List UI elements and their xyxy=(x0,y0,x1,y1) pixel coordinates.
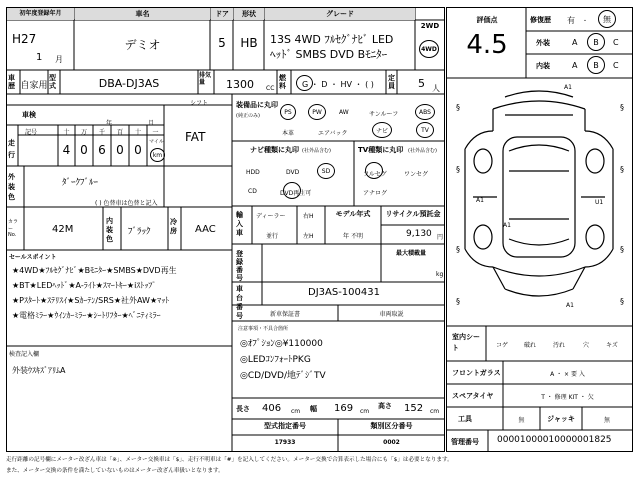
model-year: 年 不明 xyxy=(343,233,363,240)
selling-label: セールスポイント xyxy=(9,254,57,261)
manual-label: 車両取説 xyxy=(379,311,404,318)
selling-line: ★Pｽﾀｰﾄ★ｽﾃﾘｽｲ★Sｶｰﾃﾝ/SRS★社外AW★ﾏｯﾄ xyxy=(12,296,170,305)
length-label: 長さ xyxy=(236,405,250,413)
side-mark: § xyxy=(620,103,624,112)
odo-label: 走行 xyxy=(8,139,15,159)
digit-header: 十 xyxy=(63,129,70,136)
class-label: 類別区分番号 xyxy=(370,422,413,430)
cc-unit: CC xyxy=(266,85,275,92)
class-value: 0002 xyxy=(383,439,400,446)
sheet-item: 穴 xyxy=(583,342,590,349)
footer-line1: 走行距離の記号欄にメーター改ざん車は「※」、メーター交換車は「$」、走行不明車は「#」を記入してください。メーター交換で合算表示した場合にも「$」は必要となります。 xyxy=(6,457,453,463)
tire-value: T ・ 修理 KIT ・ 欠 xyxy=(541,394,594,401)
equip-sunroof: サンルーフ xyxy=(369,111,399,118)
reg-year: H27 xyxy=(12,32,37,46)
selling-line: ★BT★LEDﾍｯﾄﾞ★A-ﾗｲﾄ★ｽﾏｰﾄｷｰ★iｽﾄｯﾌﾟ xyxy=(12,281,157,290)
nav-dvd: DVD xyxy=(286,169,300,176)
notes-line: ◎CD/DVD/地ﾃﾞｼﾞTV xyxy=(240,371,326,381)
use-label: 車歴 xyxy=(8,74,15,90)
score-value: 4.5 xyxy=(466,30,508,60)
damage-a1-rear: A1 xyxy=(566,302,574,309)
tv-sub: (社外品含む) xyxy=(408,148,437,154)
width-label: 幅 xyxy=(310,405,317,413)
car-damage-diagram xyxy=(447,79,632,325)
grade-line1: 13S 4WD ﾌﾙｾｸﾞﾅﾋﾞ LED xyxy=(270,33,394,46)
inspection-year: 年 xyxy=(106,120,113,127)
nav-sub: (社外品含む) xyxy=(302,148,331,154)
recycle-value: 9,130 xyxy=(406,229,432,239)
exterior-c: C xyxy=(613,38,619,47)
displacement-label: 排気量 xyxy=(199,72,212,86)
color-code: 42M xyxy=(52,224,74,235)
digit-header: 一 xyxy=(152,129,159,136)
drive-2wd: 2WD xyxy=(420,22,440,30)
notes-line: ◎ｵﾌﾟｼｮﾝ◎¥110000 xyxy=(240,339,323,349)
height-label: 高さ xyxy=(378,402,392,410)
person-unit: 人 xyxy=(432,84,440,93)
exterior-a: A xyxy=(572,38,578,47)
sheet-item: 破れ xyxy=(524,342,537,349)
nav-dvd-play-circle xyxy=(283,182,301,199)
inspector-text: 外装ｳｽｷｽﾞｱﾘﾑA xyxy=(12,366,66,375)
digit-header: 百 xyxy=(116,129,123,136)
import-left: 左H xyxy=(303,233,314,240)
interior-b-circled: B xyxy=(587,56,605,74)
interior-a: A xyxy=(572,61,578,70)
sheet-item: コゲ xyxy=(496,342,509,349)
int-color-label: 内装色 xyxy=(106,217,113,243)
model-label: 型式 xyxy=(49,74,56,90)
maxload-kg: kg xyxy=(436,271,444,278)
shift-value: FAT xyxy=(185,130,206,144)
name-label: 車名 xyxy=(75,8,210,20)
jack-value: 無 xyxy=(603,417,610,424)
repair-dot: ・ xyxy=(582,18,589,25)
type-label: 型式指定番号 xyxy=(264,422,306,430)
jack-label: ジャッキ xyxy=(547,415,575,423)
recycle-label: リサイクル預託金 xyxy=(385,210,441,218)
import-parallel: 並行 xyxy=(266,233,279,240)
equip-nav-circled: ナビ xyxy=(372,122,392,138)
glass-value: A ・ × 要 入 xyxy=(550,371,585,378)
unit-km-circled: km xyxy=(150,148,165,162)
equip-airbag: エアバック xyxy=(318,130,348,137)
inspection-label: 車検 xyxy=(22,111,36,119)
damage-u1-right: U1 xyxy=(595,199,604,206)
odo-digit: 0 xyxy=(116,143,124,157)
sheet-item: キズ xyxy=(606,342,618,349)
nav-sd-circled: SD xyxy=(317,163,335,179)
month-unit: 月 xyxy=(55,55,63,64)
height-cm: cm xyxy=(430,408,440,415)
equip-aw: AW xyxy=(339,109,349,116)
interior-c: C xyxy=(613,61,619,70)
use: 自家用 xyxy=(20,81,48,91)
footer-line2: また、メーター交換の条件を満たしていないものはメーター改ざん車扱いとなります。 xyxy=(6,468,224,474)
notes-title: 注意事項・不具合箇所 xyxy=(238,326,289,332)
warranty-label: 新車保証書 xyxy=(269,311,300,318)
tv-analog: アナログ xyxy=(363,190,388,197)
reg-month: 1 xyxy=(36,52,43,63)
shape: HB xyxy=(240,36,258,50)
tv-fullseg-circle xyxy=(365,162,383,179)
repair-no-circled: 無 xyxy=(598,10,616,28)
grade-label: グレード xyxy=(265,8,415,20)
nav-title: ナビ種類に丸印 xyxy=(250,146,299,154)
int-color: ﾌﾞﾗｯｸ xyxy=(128,227,151,237)
damage-a1-front: A1 xyxy=(564,84,572,91)
side-mark: § xyxy=(620,165,624,174)
side-mark: § xyxy=(456,245,460,254)
odo-digit: 0 xyxy=(80,143,88,157)
registration-label: 登録番号 xyxy=(236,250,243,282)
side-mark: § xyxy=(456,297,460,306)
side-mark: § xyxy=(456,165,460,174)
mgmt-value: 00001000010000001825 xyxy=(497,435,612,445)
tv-oneseg: ワンセグ xyxy=(404,171,429,178)
recycle-yen: 円 xyxy=(437,234,444,241)
equip-subtitle: (純正のみ) xyxy=(236,113,260,119)
ext-color-label: 外装色 xyxy=(8,173,15,201)
reg-year-label: 初年度登録年月 xyxy=(7,8,74,20)
interior-sheet-label: 室内シート xyxy=(452,333,480,352)
car-name: デミオ xyxy=(124,38,161,52)
drive-4wd-circled: 4WD xyxy=(419,40,439,58)
grade-line2: ﾍｯﾄﾞ SMBS DVD Bﾓﾆﾀｰ xyxy=(270,48,388,61)
exterior-label: 外装 xyxy=(536,39,550,47)
damage-a1-left: A1 xyxy=(476,197,484,204)
width-value: 169 xyxy=(334,403,354,414)
color-note: ( ) 色替車は色替と記入 xyxy=(95,200,158,207)
selling-line: ★電格ﾐﾗｰ★ｳｲﾝｶｰﾐﾗｰ★ｼｰﾄﾘﾌﾀｰ★ﾍﾞﾆﾃｨﾐﾗｰ xyxy=(12,311,161,320)
digit-header: 千 xyxy=(98,129,105,136)
unit-mile: マイル xyxy=(149,139,164,145)
interior-label: 内装 xyxy=(536,62,550,70)
digit-header: 万 xyxy=(80,129,87,136)
tools-value: 無 xyxy=(518,417,525,424)
nav-dvd-play: DVD再生可 xyxy=(280,190,312,197)
width-cm: cm xyxy=(360,408,370,415)
type-value: 17933 xyxy=(274,439,296,446)
nav-cd: CD xyxy=(248,188,257,195)
odo-digit: 0 xyxy=(134,143,142,157)
equip-ps-circled: PS xyxy=(280,104,296,120)
length-value: 406 xyxy=(262,403,282,414)
equip-title: 装備品に丸印 xyxy=(236,101,278,109)
mgmt-label: 管理番号 xyxy=(451,438,479,446)
tools-label: 工具 xyxy=(458,415,472,423)
inspector-label: 検査記入欄 xyxy=(9,351,40,358)
inspection-month: 月 xyxy=(148,120,155,127)
digit-header-mark: 記号 xyxy=(25,129,38,136)
length-cm: cm xyxy=(291,408,301,415)
sheet-item: 汚れ xyxy=(553,342,566,349)
maxload-label: 最大積載量 xyxy=(396,250,427,257)
height-value: 152 xyxy=(404,403,424,414)
tv-fullseg: フルセグ xyxy=(363,171,387,178)
doors: 5 xyxy=(218,36,226,50)
tv-title: TV種類に丸印 xyxy=(358,146,404,154)
exterior-b-circled: B xyxy=(587,33,605,51)
digit-header: 十 xyxy=(134,129,141,136)
odo-digit: 4 xyxy=(62,143,71,157)
import-right: 右H xyxy=(303,213,314,220)
color-code-label: カラー No. xyxy=(8,219,19,238)
chassis-label: 車台番号 xyxy=(236,285,243,320)
glass-label: フロントガラス xyxy=(452,369,501,377)
shift-label: シフト xyxy=(190,100,209,107)
model: DBA-DJ3AS xyxy=(98,77,160,90)
repair-label: 修復歴 xyxy=(530,16,551,24)
notes-line: ◎LEDｺﾝﾌｫｰﾄPKG xyxy=(240,355,311,365)
side-mark: § xyxy=(620,297,624,306)
selling-line: ★4WD★ﾌﾙｾｸﾞﾅﾋﾞ★Bﾓﾆﾀｰ★SMBS★DVD再生 xyxy=(12,266,177,275)
equip-leather: 本革 xyxy=(282,130,295,137)
import-dealer: ディーラー xyxy=(256,213,286,220)
side-mark: § xyxy=(620,245,624,254)
import-label: 輸入車 xyxy=(236,211,243,237)
model-year-label: モデル年式 xyxy=(335,210,371,218)
equip-abs-circled: ABS xyxy=(415,104,435,120)
tire-label: スペアタイヤ xyxy=(452,392,494,400)
odo-digit: 6 xyxy=(98,143,106,157)
doors-label: ドア xyxy=(211,8,233,20)
capacity: 5 xyxy=(418,77,425,90)
ac-label: 冷房 xyxy=(170,218,177,235)
equip-tv-circled: TV xyxy=(416,122,434,138)
repair-yes: 有 xyxy=(567,16,575,25)
chassis-value: DJ3AS-100431 xyxy=(308,287,380,298)
score-label: 評価点 xyxy=(476,16,498,24)
equip-pw-circled: PW xyxy=(308,104,326,120)
displacement: 1300 xyxy=(226,78,254,91)
shape-label: 形状 xyxy=(234,8,264,20)
fuel-label: 燃料 xyxy=(279,74,286,90)
capacity-label: 定員 xyxy=(388,74,395,90)
fuel-circle xyxy=(296,75,313,91)
side-mark: § xyxy=(456,103,460,112)
nav-hdd: HDD xyxy=(246,169,260,176)
fuel-options: G ・ D ・ HV ・ ( ) xyxy=(302,80,374,89)
ac-value: AAC xyxy=(195,224,216,235)
ext-color: ﾀﾞｰｸﾌﾞﾙｰ xyxy=(62,178,99,188)
damage-a1-center: A1 xyxy=(503,222,511,229)
